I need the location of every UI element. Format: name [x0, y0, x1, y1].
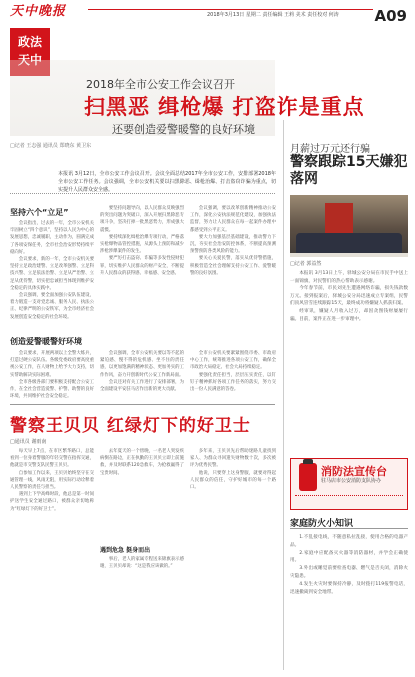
header-rule	[88, 9, 373, 10]
paragraph: 会议强调，要以改革创新精神推动公安工作，深化公安执法规范化建设，加强执法监督，努力让人民群众在每一起案件办理中都感受到公平正义。	[190, 206, 276, 233]
fire-tips-list	[290, 534, 408, 670]
paragraph: 要严厉打击盗窃、诈骗等多发性侵财犯罪，切实维护人民群众的财产安全，不断提升人民群众的获得感、幸福感、安全感。	[100, 256, 184, 276]
issue-date-line: 2018年3月13日 星期二 责任编辑 王莉 美术 责任校对 何涛	[207, 12, 339, 18]
paragraph: 自参加工作以来，王贝贝始终坚守在交通管理一线，风雨无阻，用实际行动诠释着人民警察的责任与担当。	[10, 470, 94, 491]
paragraph: 去年夏天的一个傍晚，一名老人突发疾病倒在路边，正在执勤的王贝贝立即上前施救，并及时联系120急救车，为抢救赢得了宝贵时间。	[100, 449, 184, 476]
masthead-logo: 天中晚报	[10, 4, 67, 19]
main-column-6	[190, 350, 276, 400]
ad-title: 消防法宣传台	[321, 465, 387, 478]
paragraph: 要关心关爱民警，落实从优待警措施，积极营造全社会理解支持公安工作、爱警暖警的良好氛围。	[190, 256, 276, 276]
section-tag-line-2: 天中	[17, 53, 42, 67]
second-column-2a	[100, 448, 184, 543]
list-item: 3.外出或睡觉前要检查电器、燃气是否关闭，消除火灾隐患。	[290, 566, 408, 579]
paragraph: 遇到上下学高峰时段，他总是第一时间护送学生安全通过路口，被群众亲切地称为“红绿灯下的好卫士”。	[10, 492, 94, 512]
paragraph: 经审讯，嫌疑人月收入过万，却因贪图钱财屡屡行骗。目前，案件正在进一步审理中。	[290, 308, 408, 322]
second-headline: 警察王贝贝 红绿灯下的好卫士	[10, 416, 251, 436]
paragraph: 会议强调，全市公安机关要以等不起的紧迫感、慢不得的危机感、坐不住的责任感，以更加饱满的精神状态、更加务实的工作作风，奋力开创新时代公安工作新局面。	[100, 351, 184, 378]
main-summary: 本报讯 3月12日，全市公安工作会议召开。会议全面总结2017年全市公安工作，安排部署2018年全市公安工作任务。会议强调，全市公安机关要以扫黑除恶、缉枪治爆、打击盗窃诈骗为重点，切实提升人民群众安全感。	[58, 171, 276, 193]
ad-subtitle: 驻马店市公安消防支队协办	[321, 478, 382, 484]
story-divider	[10, 404, 275, 405]
paragraph: 要持续深化缉枪治爆专项行动，严格落实枪爆物品管控措施，从源头上预防和减少涉枪涉爆案件的发生。	[100, 234, 184, 255]
main-byline: □记者 王志强 通讯员 郑晓东 黄卫东	[10, 143, 92, 149]
second-subtitle: 遇到危急 挺身而出	[100, 547, 151, 554]
main-subtitle-1: 坚持六个“立足”	[10, 208, 69, 217]
side-body	[290, 270, 408, 452]
photo-strip	[290, 253, 408, 257]
paragraph: 要强化责任担当，层层压实责任，以钉钉子精神抓好各项工作任务的落实，努力交出一份人民满意的答卷。	[190, 372, 276, 393]
fire-tips-rule	[290, 528, 408, 529]
main-headline: 扫黑恶 缉枪爆 打盗诈是重点	[84, 95, 365, 119]
list-item: 4.发生火灾时要保持冷静，及时拨打119报警电话，迅速撤离到安全地带。	[290, 581, 408, 595]
list-item: 2.家庭中应配备灭火器等消防器材，并学会正确使用。	[290, 550, 408, 564]
paragraph: 每天早上7点，在市区繁华路口，总能看到一位身着警服的年轻交警在指挥交通，他就是市交警支队民警王贝贝。	[10, 449, 94, 469]
paragraph: 全市各级各部门要积极支持配合公安工作，在全社会营造爱警、护警、助警的良好环境，共同维护社会安全稳定。	[10, 379, 94, 400]
side-headline: 警察跟踪15天嫌犯落网	[290, 154, 408, 187]
fire-extinguisher-icon	[299, 463, 317, 491]
page-number: A09	[374, 7, 407, 25]
fire-tips-title: 家庭防火小知识	[290, 519, 354, 529]
paragraph: 会议要求，新的一年，全市公安机关要坚持立足政治建警、立足改革强警、立足科技兴警、立足依法治警、立足从严治警、立足从优待警，切实把忠诚担当体现到维护安全稳定的具体实践中。	[10, 257, 94, 291]
ad-divider	[295, 495, 403, 496]
paragraph: 多年来，王贝贝先后帮助迷路儿童找到家人、为群众寻回遗失财物数十次，多次被评为优秀民警。	[190, 449, 276, 469]
main-column-4	[10, 350, 94, 400]
paragraph: 事后，老人的家属专程送来锦旗表示感谢，王贝贝却说：“这是我应该做的。”	[100, 557, 184, 570]
main-column-5	[100, 350, 184, 400]
summary-divider	[10, 193, 275, 194]
fire-ad-box	[290, 458, 408, 510]
paragraph: 会议指出，过去的一年，全市公安机关牢固树立“四个意识”，坚持以人民为中心的发展思想，忠诚履职，主动作为，圆满完成了各项安保任务，全市社会治安形势持续平稳向好。	[10, 221, 94, 255]
second-column-3	[190, 448, 276, 670]
second-column-1	[10, 448, 94, 670]
paragraph: 要大力加强基层基础建设，推动警力下沉，夯实社会治安防控体系，不断提高预测预警预防各类风险的能力。	[190, 234, 276, 255]
list-item: 1.不乱接电线，不随意私拉乱接，使用合格的电器产品。	[290, 535, 408, 548]
main-column-3	[190, 205, 276, 330]
paragraph: 要坚持问题导向，以人民群众反映强烈的突出问题为突破口，深入开展扫黑除恶专项斗争，坚决打掉一批黑恶势力，形成强大震慑。	[100, 206, 184, 233]
second-byline: □通讯员 谢雨南	[10, 439, 47, 445]
paragraph: 今年春节前，市民刘先生遭遇网络诈骗，损失钱款数万元。接到报案后，驿城公安分局迅速成立专案组，民警们顶风冒雪连续跟踪15天，最终成功将嫌疑人抓获归案。	[290, 286, 408, 307]
section-tag-line-1: 政法	[17, 35, 42, 49]
column-divider	[283, 120, 284, 670]
side-kicker: 月薪过万元还行骗	[290, 144, 370, 155]
main-column-2	[100, 205, 184, 330]
paragraph: 会议要求，开展两项以上全警大练兵，打造过硬公安队伍。各级党委政府要高度重视公安工作，在人财物上给予大力支持，切实帮助解决实际困难。	[10, 351, 94, 378]
second-column-2b	[100, 556, 184, 670]
main-subhead: 还要创造爱警暖警的良好环境	[112, 123, 255, 136]
paragraph: 会议强调，要全面加强公安队伍建设，着力锻造一支对党忠诚、服务人民、执法公正、纪律严明的公安铁军，为全市经济社会发展创造安全稳定的社会环境。	[10, 293, 94, 320]
paragraph: 他说，只要穿上这身警服，就要对得起人民群众的信任，守护好城市的每一个路口。	[190, 470, 276, 491]
main-subtitle-2: 创造爱警暖警好环境	[10, 337, 82, 346]
paragraph: 会议还对有关工作进行了安排部署，为全面建设平安驻马店作出新的更大贡献。	[100, 379, 184, 393]
main-kicker: 2018年全市公安工作会议召开	[86, 78, 235, 91]
main-column-1	[10, 220, 94, 330]
side-photo	[290, 195, 408, 257]
masthead	[10, 4, 82, 22]
paragraph: 全市公安机关要紧紧围绕市委、市政府中心工作，统筹推进各项公安工作，确保全市政治大局稳定、社会大局持续稳定。	[190, 351, 276, 371]
side-byline: □记者 郭益然	[290, 261, 322, 267]
paragraph: 本报讯 3月13日上午，驿城公安分局在市民手中送上一面锦旗，对民警们的热心帮助表示感谢。	[290, 271, 408, 284]
